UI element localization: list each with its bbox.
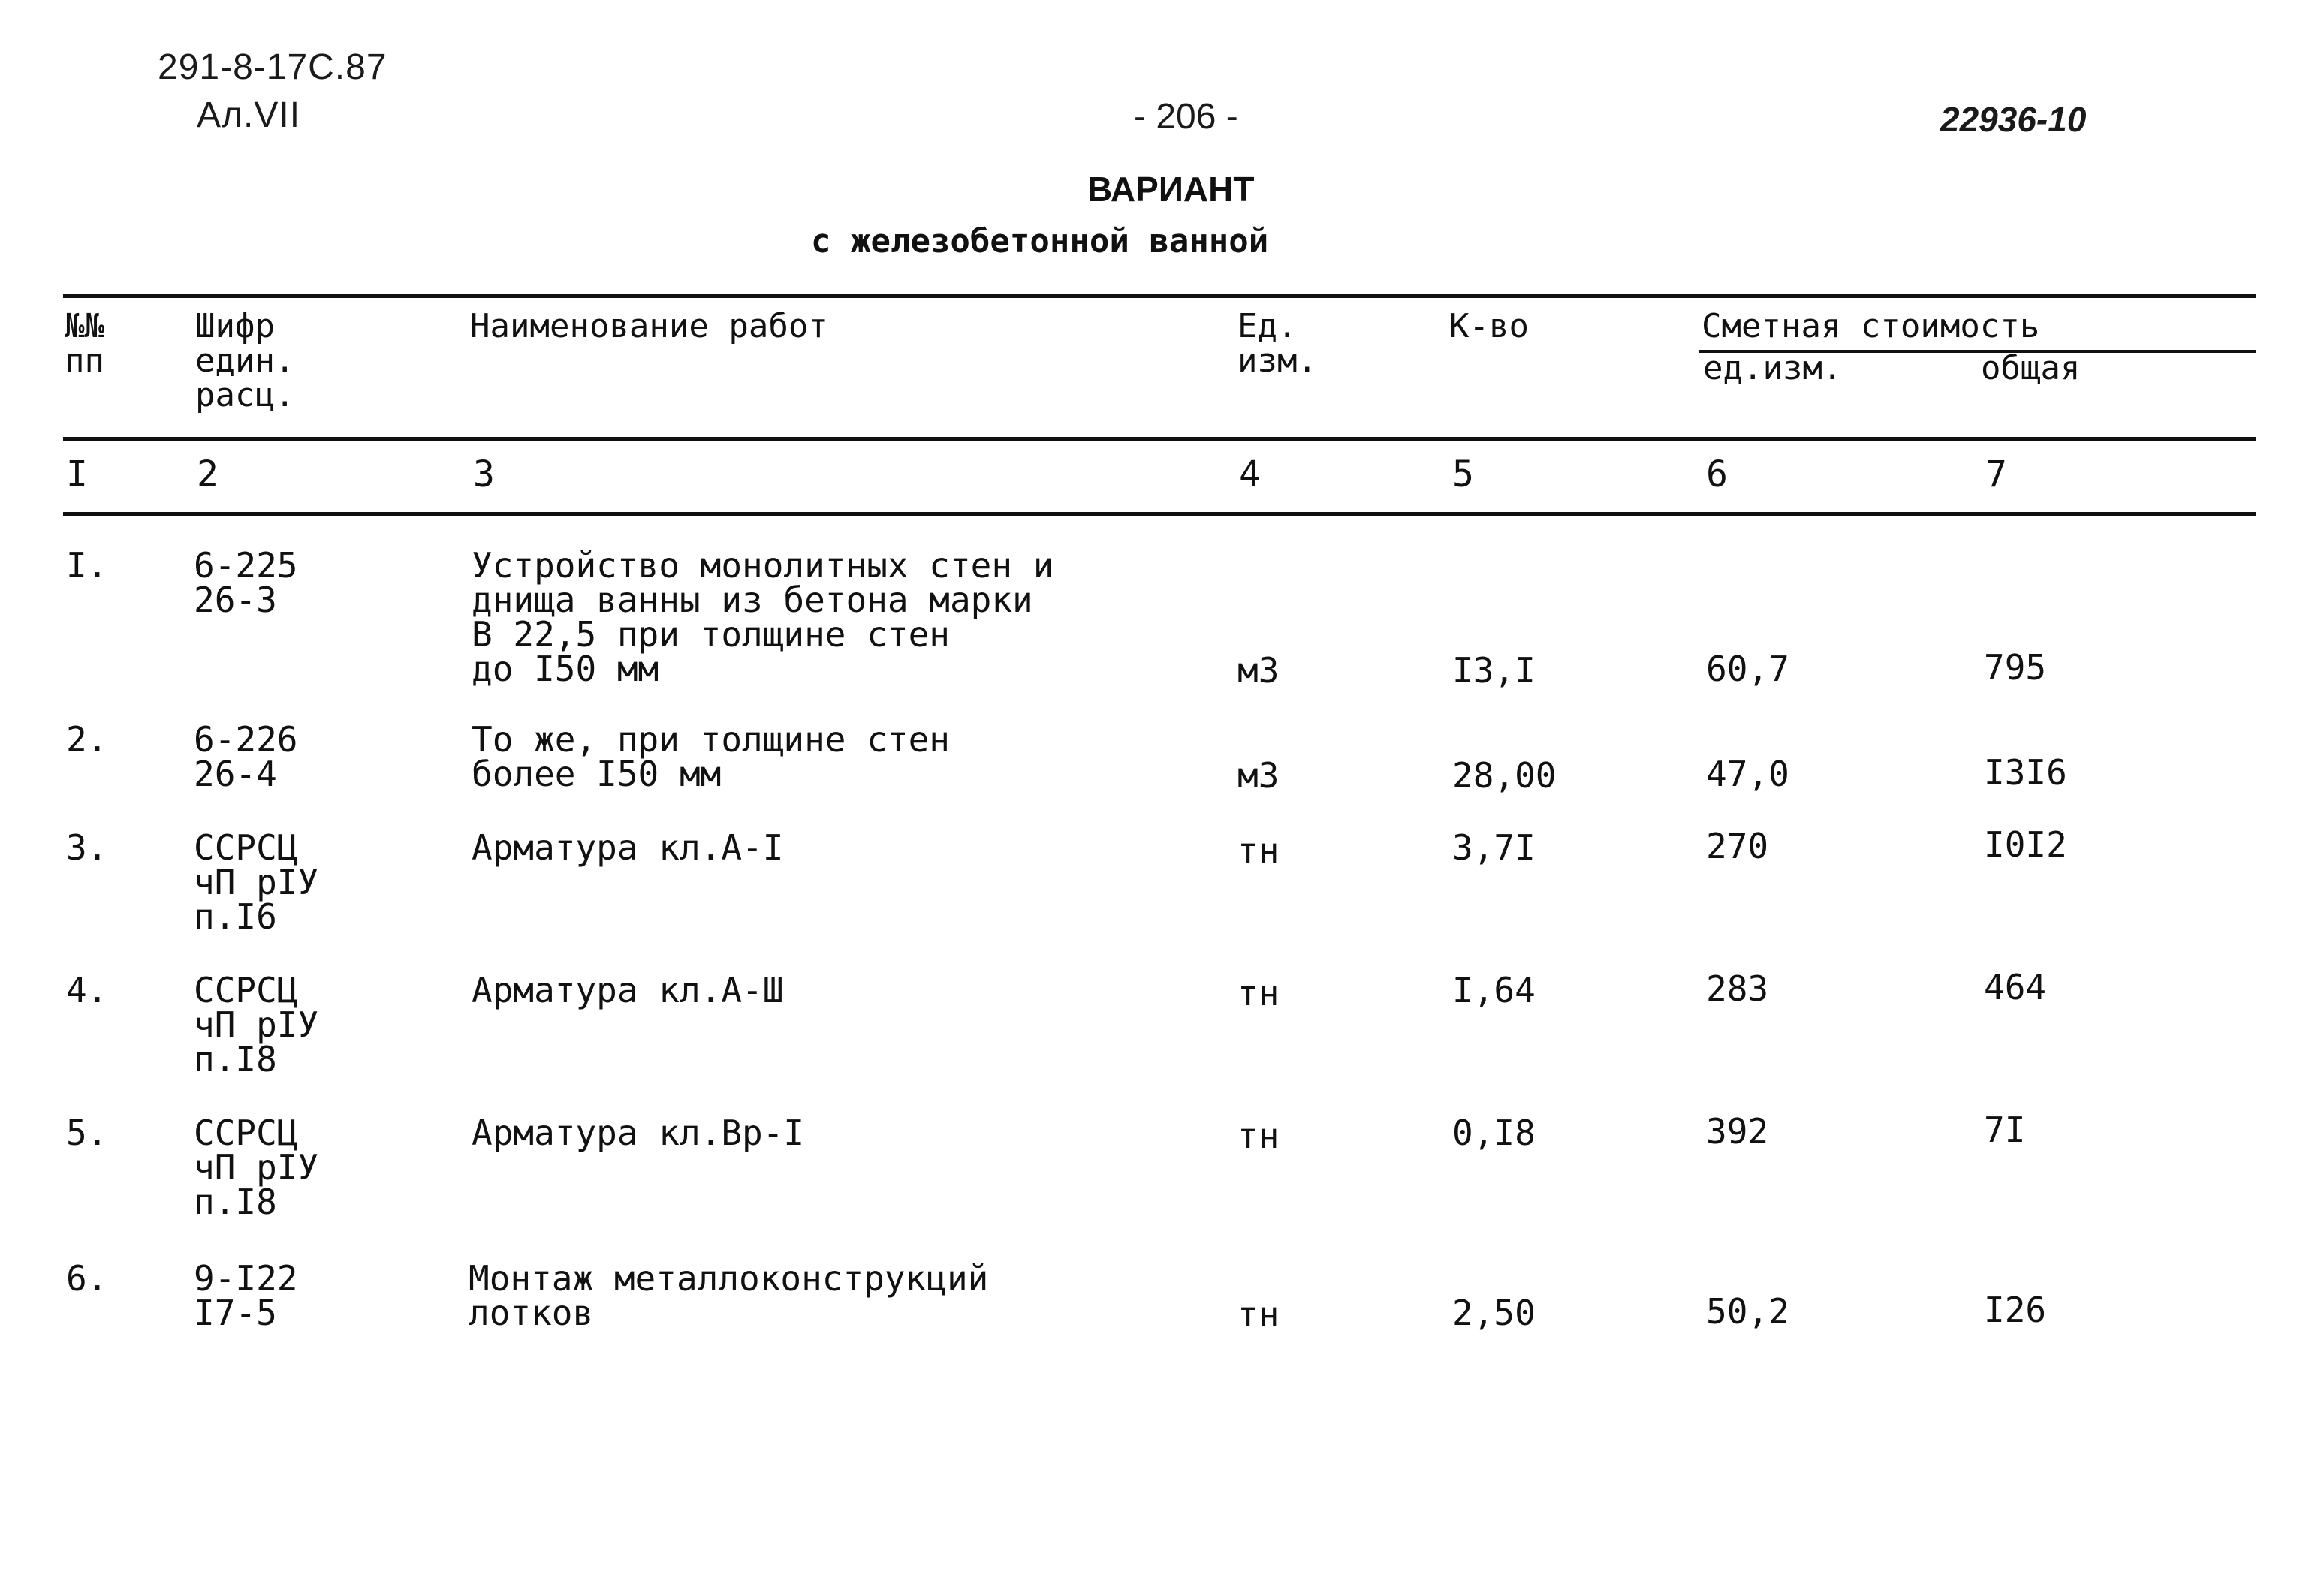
row-code: 9-I22 I7-5 [194, 1258, 298, 1333]
header-unit: Ед. изм. [1237, 307, 1317, 380]
row-number: 2. [66, 719, 108, 760]
header-code: Шифр един. расц. [195, 307, 295, 414]
row-number: 5. [66, 1113, 108, 1153]
row-cost-total: 795 [1984, 647, 2047, 688]
document-code: 291-8-17С.87 [158, 47, 387, 87]
row-unit: тн [1237, 973, 1280, 1013]
row-quantity: I3,I [1452, 650, 1536, 691]
row-name: Устройство монолитных стен и днища ванны из бетона марки В 22,5 при толщине стен до I50 мм [472, 545, 1054, 689]
album-number: Ал.VII [197, 95, 301, 135]
column-number: 2 [197, 453, 219, 495]
row-unit: м3 [1237, 755, 1280, 796]
page-title: ВАРИАНТ [1087, 170, 1255, 209]
row-unit: тн [1237, 1294, 1280, 1335]
column-number: 7 [1985, 453, 2007, 495]
row-cost-total: I3I6 [1984, 752, 2067, 793]
row-cost-unit: 392 [1706, 1111, 1769, 1152]
row-name: Арматура кл.А-Ш [472, 970, 784, 1010]
row-cost-total: I26 [1984, 1290, 2047, 1330]
row-code: ССРСЦ чП рIУ п.I8 [194, 1113, 319, 1222]
row-unit: тн [1237, 830, 1280, 871]
table-top-rule [63, 294, 2256, 298]
column-number: 3 [473, 453, 495, 495]
header-cost-group: Сметная стоимость [1702, 307, 2040, 345]
row-cost-unit: 60,7 [1706, 649, 1789, 689]
row-unit: м3 [1237, 650, 1280, 691]
row-name: Арматура кл.Вр-I [472, 1113, 805, 1153]
column-number: 5 [1452, 453, 1474, 495]
row-code: 6-225 26-3 [194, 545, 298, 620]
row-number: 3. [66, 827, 108, 868]
row-code: ССРСЦ чП рIУ п.I8 [194, 970, 319, 1080]
row-cost-unit: 270 [1706, 826, 1769, 866]
page-number: - 206 - [1134, 97, 1238, 137]
row-quantity: 28,00 [1452, 755, 1557, 796]
row-number: 4. [66, 970, 108, 1010]
row-quantity: I,64 [1452, 970, 1536, 1010]
row-name: Монтаж металлоконструкций лотков [469, 1258, 989, 1333]
header-cost-total: общая [1981, 349, 2081, 387]
table-header-rule [63, 437, 2256, 441]
row-quantity: 2,50 [1452, 1293, 1536, 1333]
column-numbers-rule [63, 512, 2256, 516]
header-quantity: К-во [1449, 307, 1529, 345]
inventory-number: 22936-10 [1940, 100, 2087, 139]
column-number: 4 [1239, 453, 1261, 495]
row-quantity: 0,I8 [1452, 1113, 1536, 1153]
row-number: I. [66, 545, 108, 586]
row-code: ССРСЦ чП рIУ п.I6 [194, 827, 319, 937]
row-cost-total: 464 [1984, 967, 2047, 1007]
row-cost-unit: 283 [1706, 968, 1769, 1009]
row-cost-unit: 50,2 [1706, 1291, 1789, 1332]
row-cost-unit: 47,0 [1706, 754, 1789, 794]
row-name: Арматура кл.А-I [472, 827, 784, 868]
row-cost-total: 7I [1984, 1110, 2026, 1150]
row-name: То же, при толщине стен более I50 мм [472, 719, 950, 794]
header-name: Наименование работ [470, 307, 828, 345]
row-cost-total: I0I2 [1984, 824, 2067, 865]
row-unit: тн [1237, 1116, 1280, 1156]
column-number: 6 [1706, 453, 1728, 495]
page-subtitle: с железобетонной ванной [811, 222, 1269, 260]
row-code: 6-226 26-4 [194, 719, 298, 794]
header-cost-per-unit: ед.изм. [1703, 349, 1843, 387]
header-no: №№ пп [65, 307, 104, 380]
row-quantity: 3,7I [1452, 827, 1536, 868]
column-number: I [66, 453, 88, 495]
row-number: 6. [66, 1258, 108, 1299]
